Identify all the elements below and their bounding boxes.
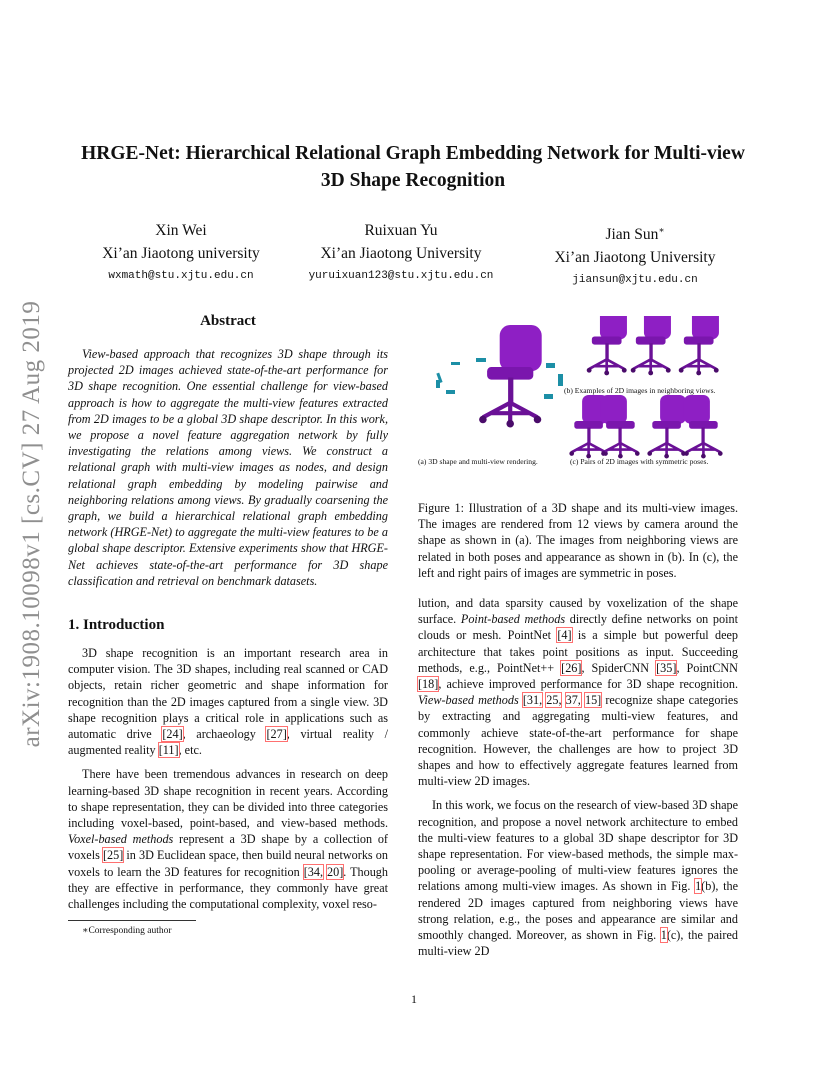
citation-link[interactable]: [31, [522,693,543,708]
title-line-2: 3D Shape Recognition [320,170,506,191]
right-paragraph-2: In this work, we focus on the research of view-based 3D shape recognition, and propose a novel network architecture to embed the multi-view features to a global 3D shape descriptor for 3D shape representation. For view-based methods, the simple max-pooling or average-pooling of multi-view features ignores the relations among multi-view images. As shown in Fig. 1(b), the rendered 2D images captured from neighboring views have strong relation, e.g., the poses and appearance are similar and smoothly changed. Moreover, as shown in Fig. 1(c), the paired multi-view 2D [418,798,738,959]
author-name: Ruixuan Yu [364,222,438,239]
intro-paragraph-2: There have been tremendous advances in research on deep learning-based 3D shape recognition in recent years. According to shape representation, they can be divided into three categories including voxel-based, point-based, and view-based methods. Voxel-based methods represent a 3D shape by a collection of voxels [25] in 3D Euclidean space, then build neural networks on voxels to learn the 3D features for recognition [34, 20]. Though they are effective in performance, they commonly have great challenges including the computational complexity, voxel reso- [68,767,388,912]
main-chair [479,325,542,427]
neighbor-view-chairs [587,316,719,375]
author-mark: ∗ [658,225,665,235]
right-column [418,310,738,967]
figure-1-caption: Figure 1: Illustration of a 3D shape and its multi-view images. The images are rendered from 12 views by camera around the shape as shown in (a). The images from neighboring views are related in both poses and appearance as shown in (b). In (c), the left and right pairs of images are symmetric in poses. [418,501,738,580]
author-block-2 [298,219,504,287]
author-name: Jian Sun [605,226,659,244]
author-email: yuruixuan123@stu.xjtu.edu.cn [308,270,494,282]
subcaption-b: (b) Examples of 2D images in neighboring views. [564,386,716,395]
author-affiliation: Xi’an Jiaotong university [102,245,260,262]
author-affiliation: Xi’an Jiaotong University [320,245,482,262]
author-affiliation: Xi’an Jiaotong University [554,249,716,267]
arxiv-stamp [12,284,52,764]
abstract-heading: Abstract [200,313,256,329]
intro-paragraph-1: 3D shape recognition is an important research area in computer vision. The 3D shapes, including real scanned or CAD objects, retain richer geometric and shape information for recognition than the 2D images captured from a single view. 3D shape recognition plays a critical role in applications such as automatic drive [24], archaeology [27], virtual reality / augmented reality [11], etc. [68,646,388,758]
subcaption-a: (a) 3D shape and multi-view rendering. [418,457,538,466]
author-block-1 [72,219,290,287]
citation-link[interactable]: 15] [584,693,602,708]
figure-1 [418,316,738,476]
title-line-1: HRGE-Net: Hierarchical Relational Graph Embedding Network for Multi-view [81,143,745,164]
citation-link[interactable]: [24] [162,727,183,742]
figure-1-illustration [418,316,738,476]
figure-ref-link[interactable]: 1 [660,928,667,943]
citation-link[interactable]: 37, [565,693,581,708]
right-paragraph-1: lution, and data sparsity caused by voxelization of the shape surface. Point-based methods directly define networks on point clouds or mesh. PointNet [4] is a simple but powerful deep architecture that takes point positions as input. Succeeding methods, e.g., PointNet++ [26], SpiderCNN [35], PointCNN [18], achieve improved performance for 3D shape recognition. View-based methods [31, 25, 37, 15] recognize shape categories by extracting and aggregating multi-view features, and commonly achieve state-of-the-art performance for shape recognition. However, the challenges are how to project 3D shapes and how to effectively aggregate features learned from multi-view 2D images. [418,596,739,789]
footnote-rule [68,920,196,921]
citation-link[interactable]: [27] [266,727,287,742]
author-name: Xin Wei [155,222,207,239]
citation-link[interactable]: [26] [561,660,582,675]
citation-link[interactable]: [25] [102,848,124,863]
author-block-3 [510,219,760,291]
citation-link[interactable]: [4] [557,628,572,643]
subcaption-c: (c) Pairs of 2D images with symmetric poses. [570,457,709,466]
citation-link[interactable]: [11] [158,743,179,758]
citation-link[interactable]: [18] [418,677,439,692]
page-number: 1 [411,992,417,1006]
paper-title [60,140,766,194]
symmetric-pair-chairs [569,395,722,458]
arxiv-stamp-text: arXiv:1908.10098v1 [cs.CV] 27 Aug 2019 [18,300,45,748]
citation-link[interactable]: 20] [327,864,344,879]
citation-link[interactable]: [34, [303,864,323,879]
author-email: jiansun@xjtu.edu.cn [572,274,698,287]
citation-link[interactable]: [35] [656,660,677,675]
footnote: ∗Corresponding author [82,926,172,937]
figure-ref-link[interactable]: 1 [695,879,702,894]
citation-link[interactable]: 25, [546,693,562,708]
section-heading-introduction: 1. Introduction [68,617,165,634]
author-email: wxmath@stu.xjtu.edu.cn [108,270,254,282]
abstract-text: View-based approach that recognizes 3D shape through its projected 2D images achieved state-of-the-art performance for 3D shape recognition. One essential challenge for view-based approach is how to aggregate the multi-view features extracted from 2D images to be a global 3D shape descriptor. In this work, we propose a novel feature aggregation network by fully investigating the relations among views. We construct a relational graph with multi-view images as nodes, and design relational graph embedding by modeling pairwise and neighboring relations among views. By gradually coarsening the graph, we build a hierarchical relational graph embedding network (HRGE-Net) to aggregate the multi-view features to be a global shape descriptor. Extensive experiments show that HRGE-Net achieves state-of-the-art performance for 3D shape classification and retrieval on benchmark datasets. [68,347,388,588]
left-column [68,310,388,937]
